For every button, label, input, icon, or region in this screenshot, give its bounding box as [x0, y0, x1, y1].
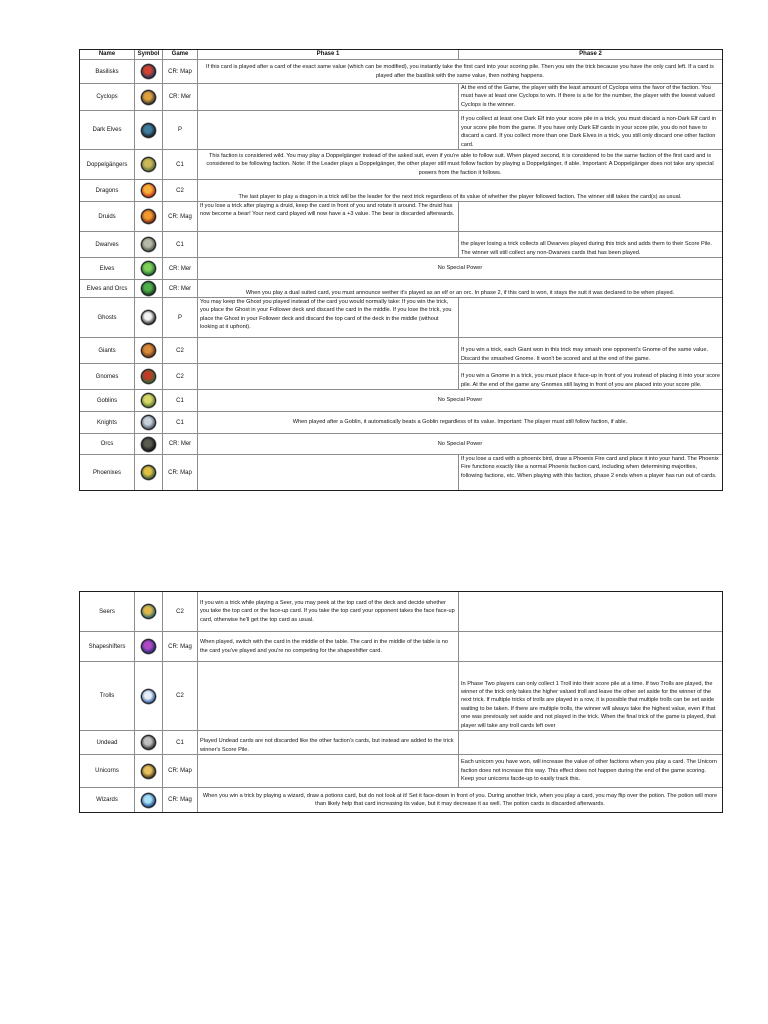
symbol-cell	[135, 662, 163, 730]
symbol-cell	[135, 731, 163, 754]
faction-name: Dark Elves	[80, 111, 135, 149]
phase-1-empty	[198, 84, 459, 110]
phase-1-text: Played Undead cards are not discarded like the other faction's cards, but instead are added to the trick winner's Score Pile.	[198, 731, 459, 754]
undead-icon	[141, 735, 156, 750]
faction-row-wizards	[80, 788, 722, 812]
game-code: CR: Mer	[163, 84, 198, 110]
phase-2-text: the player losing a trick collects all Dwarves played during this trick and adds them to their Score Pile. The winner will still collect any non-Dwarves cards that has been played.	[461, 241, 712, 256]
symbol-cell	[135, 755, 163, 787]
faction-row-dwarves	[80, 232, 722, 258]
game-code: C1	[163, 232, 198, 257]
faction-name: Knights	[80, 412, 135, 433]
faction-name: Dwarves	[80, 232, 135, 257]
symbol-cell	[135, 298, 163, 337]
faction-name: Dragons	[80, 180, 135, 201]
header-symbol: Symbol	[135, 50, 163, 59]
symbol-cell	[135, 280, 163, 297]
phase-2-text: If you lose a card with a phoenix bird, draw a Phoenix Fire card and place it into your hand. The Phoenix Fire functions exactly like a normal Phoenix faction card, including when determining majorities, following factions, etc. When playing with this faction, phase 2 ends when a player has run out of cards.	[461, 456, 719, 479]
symbol-cell	[135, 150, 163, 179]
symbol-cell	[135, 338, 163, 363]
game-code: C2	[163, 364, 198, 389]
game-code: C1	[163, 412, 198, 433]
faction-name: Gnomes	[80, 364, 135, 389]
symbol-cell	[135, 592, 163, 631]
phase-1-text: When played, switch with the card in the middle of the table. The card in the middle of the table is no the card you've played and you're no competing for the shapeshifter card.	[198, 632, 459, 661]
seer-icon	[141, 604, 156, 619]
faction-row-dragons	[80, 180, 722, 202]
phase-2-text: At the end of the Game, the player with the least amount of Cyclops wins the favor of the faction. You must have at least one Cyclops to win. If there is a tie for the number, the player with the lowest valued Cyclops is the winner.	[461, 85, 715, 108]
phase-1-text: If you lose a trick after playing a druid, keep the card in front of you and rotate it around. The druid has now become a bear! Your next card played will now have a +3 value. The bear is discarded afterwards.	[198, 202, 459, 231]
faction-row-knights	[80, 412, 722, 434]
faction-table-2	[80, 592, 722, 812]
faction-row-orcs	[80, 434, 722, 455]
symbol-cell	[135, 364, 163, 389]
header-phase-2: Phase 2	[579, 51, 602, 57]
symbol-cell	[135, 412, 163, 433]
phase-2-empty	[459, 731, 722, 754]
phase-2-empty	[459, 592, 722, 631]
game-code: C1	[163, 150, 198, 179]
faction-row-phoenixes	[80, 455, 722, 490]
faction-row-ghosts	[80, 298, 722, 338]
game-code: CR: Mer	[163, 434, 198, 454]
faction-name: Doppelgängers	[80, 150, 135, 179]
faction-name: Druids	[80, 202, 135, 231]
phoenix-icon	[141, 465, 156, 480]
faction-name: Elves and Orcs	[80, 280, 135, 297]
wizard-icon	[141, 793, 156, 808]
phase-1-text: When played after a Goblin, it automatically beats a Goblin regardless of its value. Important: The player must still follow faction, if able.	[292, 419, 628, 426]
dark-elf-icon	[141, 123, 156, 138]
faction-name: Wizards	[80, 788, 135, 812]
phase-2-text: In Phase Two players can only collect 1 Troll into their score pile at a time. If two Trolls are played, the winner of the trick only takes the higher valued troll and leave the other set aside for the winner of the next trick. If multiple tricks of trolls are played in a row, it is possible that multiple trolls can be set aside waiting to be taken. If there are multiple trolls, the winner will always take the highest value, even if that one was previously set aside and not played in the trick. When the final trick of the game is played, that player will take any troll cards left over	[461, 680, 716, 729]
game-code: C2	[163, 592, 198, 631]
game-code: CR: Mag	[163, 788, 198, 812]
symbol-cell	[135, 434, 163, 454]
faction-name: Cyclops	[80, 84, 135, 110]
faction-row-undead	[80, 731, 722, 755]
giant-icon	[141, 343, 156, 358]
game-code: C2	[163, 338, 198, 363]
phase-1-text: No Special Power	[437, 265, 483, 272]
phase-2-text: If you collect at least one Dark Elf into your score pile in a trick, you must discard a non-Dark Elf card in your score pile from the game. If you have only Dark Elf cards in your score pile, you do not have to discard a card. If you collect more than one Dark Elves in a trick, you still only discard one other faction card.	[461, 116, 716, 148]
gnome-icon	[141, 369, 156, 384]
phase-1-text: When you win a trick by playing a wizard, draw a potions card, but do not look at it! Set it face-down in front of you. During another trick, when you play a card, you may flip over the potion. The potion will more than likely help that card increasing its value, but it may decrease it as well. The potion cards is discarded afterwards.	[202, 792, 718, 807]
dragon-icon	[141, 183, 156, 198]
shapeshifter-icon	[141, 639, 156, 654]
phase-1-empty	[198, 111, 459, 149]
game-code: CR: Mag	[163, 632, 198, 661]
faction-row-cyclops	[80, 84, 722, 111]
game-code: CR: Mer	[163, 280, 198, 297]
phase-2-text: Each unicorn you have won, will increase the value of other factions when you play a card. The Unicorn faction does not increase this way. This effect does not happen during the end of the game scoring. Keep your unicorns facde-up to easily track this.	[461, 759, 717, 783]
phase-1-text: This faction is considered wild. You may play a Doppelgänger instead of the asked suit, even if you're able to follow suit. When played second, it is considered to be the same faction of the first card and is considered to be following faction. Note: If the Leader plays a Doppelgänger, the other player still must follow faction by playing a Doppelgänger, if able. Important: A Doppelgänger does not take any special powers from the faction it follows.	[206, 152, 714, 176]
phase-1-text: The last player to play a dragon in a trick will be the leader for the next trick regardless of its value of whether the player followed faction. The winner still takes the card(s) as usual.	[238, 193, 682, 200]
faction-name: Basilisks	[80, 60, 135, 83]
phase-2-empty	[459, 298, 722, 337]
faction-row-doppelgangers	[80, 150, 722, 180]
game-code: CR: Map	[163, 455, 198, 490]
game-code: C1	[163, 731, 198, 754]
phase-1-empty	[198, 455, 459, 490]
game-code: CR: Mag	[163, 202, 198, 231]
phase-1-empty	[198, 662, 459, 730]
druid-icon	[141, 209, 156, 224]
game-code: C2	[163, 662, 198, 730]
cyclops-icon	[141, 90, 156, 105]
faction-name: Seers	[80, 592, 135, 631]
phase-2-empty	[459, 202, 722, 231]
faction-name: Phoenixes	[80, 455, 135, 490]
header-game: Game	[163, 50, 198, 59]
phase-1-empty	[198, 755, 459, 787]
faction-row-shapeshifters	[80, 632, 722, 662]
elf-and-orc-icon	[141, 281, 156, 296]
phase-1-empty	[198, 364, 459, 389]
orc-icon	[141, 437, 156, 452]
symbol-cell	[135, 84, 163, 110]
faction-name: Elves	[80, 258, 135, 279]
faction-row-trolls	[80, 662, 722, 731]
symbol-cell	[135, 258, 163, 279]
faction-name: Unicorns	[80, 755, 135, 787]
phase-2-empty	[459, 632, 722, 661]
game-code: P	[163, 111, 198, 149]
faction-row-elves-and-orcs	[80, 280, 722, 298]
ghost-icon	[141, 310, 156, 325]
faction-row-druids	[80, 202, 722, 232]
header-row	[80, 50, 722, 60]
faction-name: Trolls	[80, 662, 135, 730]
troll-icon	[141, 689, 156, 704]
symbol-cell	[135, 180, 163, 201]
basilisk-icon	[141, 64, 156, 79]
symbol-cell	[135, 60, 163, 83]
unicorn-icon	[141, 764, 156, 779]
doppelganger-icon	[141, 157, 156, 172]
symbol-cell	[135, 788, 163, 812]
symbol-cell	[135, 632, 163, 661]
faction-name: Orcs	[80, 434, 135, 454]
dwarf-icon	[141, 237, 156, 252]
phase-1-text: If you win a trick while playing a Seer, you may peek at the top card of the deck and decide whether you take the top card or the face-up card. If you take the top card your opponent takes the face face-up card, otherwise he'll get the top card as usual.	[198, 592, 459, 631]
symbol-cell	[135, 111, 163, 149]
game-code: C1	[163, 390, 198, 411]
game-code: CR: Mer	[163, 258, 198, 279]
faction-row-goblins	[80, 390, 722, 412]
faction-name: Goblins	[80, 390, 135, 411]
faction-name: Ghosts	[80, 298, 135, 337]
game-code: CR: Map	[163, 60, 198, 83]
faction-row-dark-elves	[80, 111, 722, 150]
faction-name: Giants	[80, 338, 135, 363]
symbol-cell	[135, 455, 163, 490]
header-name: Name	[80, 50, 135, 59]
faction-row-basilisks	[80, 60, 722, 84]
game-code: P	[163, 298, 198, 337]
phase-1-empty	[198, 338, 459, 363]
symbol-cell	[135, 202, 163, 231]
knight-icon	[141, 415, 156, 430]
phase-1-text: When you play a dual suited card, you must announce wether it's played as an elf or an orc. In phase 2, if this card is won, it stays the suit it was declared to be when played.	[245, 289, 675, 296]
header-phase-1: Phase 1	[198, 50, 459, 59]
symbol-cell	[135, 232, 163, 257]
phase-1-text: No Special Power	[437, 397, 483, 404]
phase-1-text: If this card is played after a card of the exact same value (which can be modified), you instantly take the first card into your scoring pile. Then you win the trick because you have the only card left. If a card is played after the basilisk with the same value, then nothing happens.	[206, 64, 714, 79]
phase-1-text: No Special Power	[437, 440, 483, 447]
phase-1-text: You may keep the Ghost you played instead of the card you would normally take: If you win the trick, you place the Ghost in your Follower deck and discard the card in the middle. If you lose the trick, you place the Ghost in your Follower deck and discard the top card of the deck in the middle (without looking at it upfront).	[198, 298, 459, 337]
faction-name: Undead	[80, 731, 135, 754]
faction-row-elves	[80, 258, 722, 280]
faction-row-seers	[80, 592, 722, 632]
goblin-icon	[141, 393, 156, 408]
symbol-cell	[135, 390, 163, 411]
faction-name: Shapeshifters	[80, 632, 135, 661]
faction-row-unicorns	[80, 755, 722, 788]
game-code: CR: Map	[163, 755, 198, 787]
faction-table-1	[80, 50, 722, 490]
phase-2-text: If you win a trick, each Giant won in this trick may smash one opponent's Gnome of the same value. Discard the smashed Gnome. It won't be scored and at the end of the game.	[461, 347, 709, 362]
faction-row-giants	[80, 338, 722, 364]
faction-row-gnomes	[80, 364, 722, 390]
phase-1-empty	[198, 232, 459, 257]
phase-2-text: If you win a Gnome in a trick, you must place it face-up in front of you instead of placing it into your score pile. At the end of the game any Gnomes still laying in front of you are placed into your score pile.	[461, 373, 720, 388]
elf-icon	[141, 261, 156, 276]
game-code: C2	[163, 180, 198, 201]
